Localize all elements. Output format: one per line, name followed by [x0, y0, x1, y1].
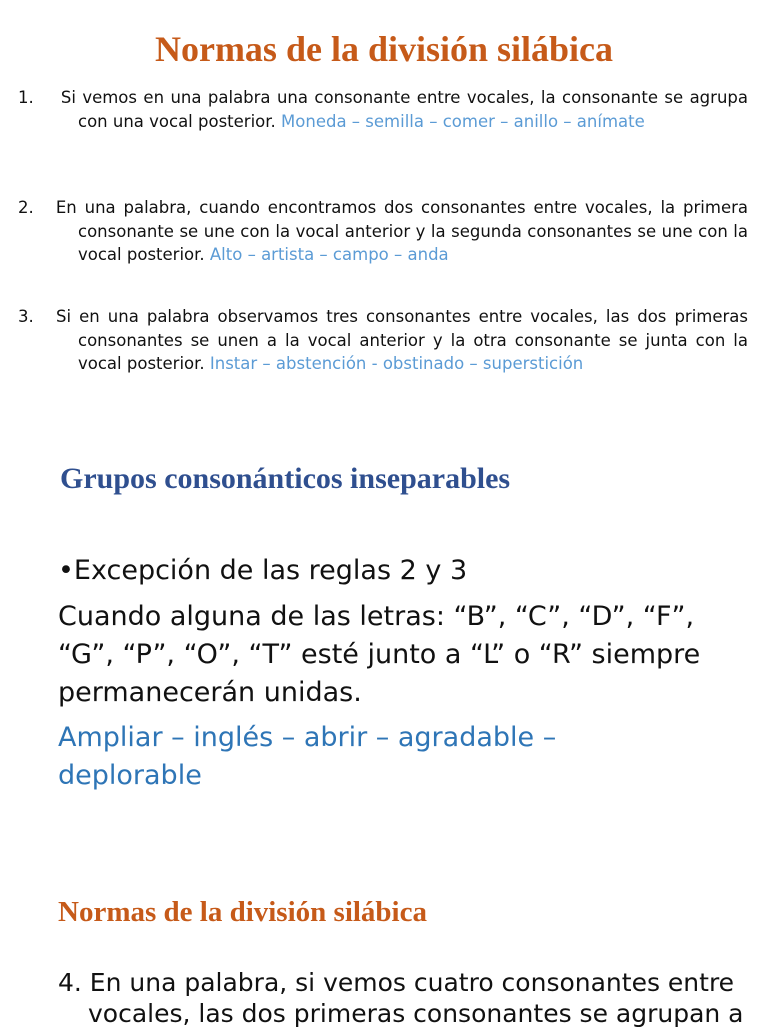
rule-examples: Instar – abstención - obstinado – superstición	[209, 354, 584, 373]
section-title: Normas de la división silábica	[58, 896, 427, 928]
rule-text: Si en una palabra observamos tres consonantes entre vocales, las dos primeras consonantes se unen a la vocal anterior y la otra consonante se junta con la vocal posterior.	[56, 307, 748, 373]
page-title: Normas de la división silábica	[154, 29, 614, 69]
rule-examples: Alto – artista – campo – anda	[209, 245, 449, 264]
rule-text: En una palabra, cuando encontramos dos consonantes entre vocales, la primera consonante se une con la vocal anterior y la segunda consonantes se une con la vocal posterior.	[55, 198, 748, 264]
rule-examples: Moneda – semilla – comer – anillo – anímate	[281, 111, 645, 131]
rule-2: 2. En una palabra, cuando encontramos dos consonantes entre vocales, la primera consonante se une con la vocal anterior y la segunda consonantes se une con la vocal posterior. Alto – artista – campo – anda	[18, 198, 748, 264]
rule-text: Si vemos en una palabra una consonante entre vocales, la consonante se agrupa con una vocal posterior.	[60, 88, 748, 131]
rule-4: 4. En una palabra, si vemos cuatro consonantes entre vocales, las dos primeras consonantes se agrupan a	[58, 968, 744, 1028]
rule-3: 3. Si en una palabra observamos tres consonantes entre vocales, las dos primeras consonantes se unen a la vocal anterior y la otra consonante se junta con la vocal posterior. Instar – abstención - obstinado – superstición	[18, 307, 748, 373]
section-title: Grupos consonánticos inseparables	[60, 462, 511, 495]
exception-body: Cuando alguna de las letras: “B”, “C”, “D”, “F”, “G”, “P”, “O”, “T” esté junto a “L” o “R” siempre permanecerán unidas.	[58, 601, 701, 708]
rule-1: 1. Si vemos en una palabra una consonante entre vocales, la consonante se agrupa con una vocal posterior. Moneda – semilla – comer – anillo – anímate	[18, 88, 748, 131]
exception-bullet: •Excepción de las reglas 2 y 3	[58, 555, 468, 586]
exception-examples: Ampliar – inglés – abrir – agradable – deplorable	[58, 722, 557, 791]
